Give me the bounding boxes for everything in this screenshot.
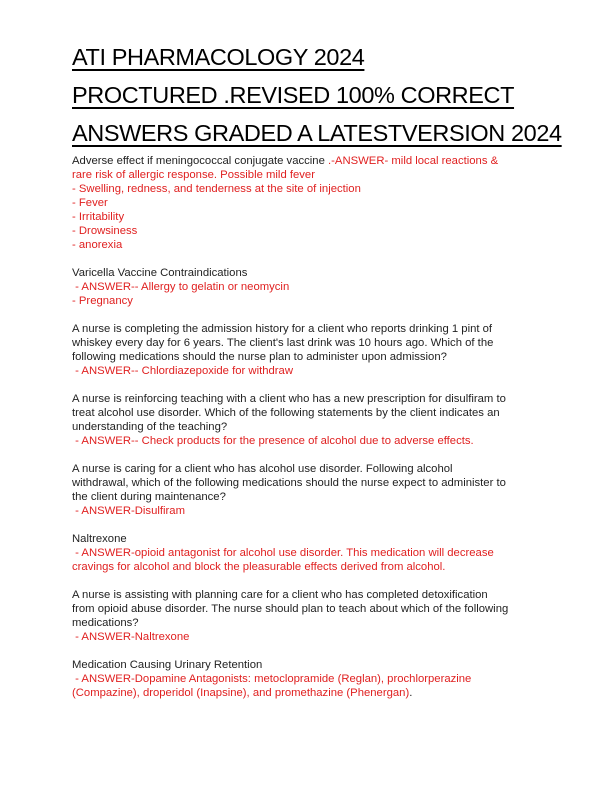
question-text: Adverse effect if meningococcal conjugate vaccine xyxy=(72,155,329,167)
question-line: the client during maintenance? xyxy=(72,491,226,503)
question-text: Varicella Vaccine Contraindications xyxy=(72,267,248,279)
answer-line: - Swelling, redness, and tenderness at the site of injection xyxy=(72,183,361,195)
document-title xyxy=(72,38,562,152)
question-line: following medications should the nurse plan to administer upon admission? xyxy=(72,351,447,363)
answer-line: - ANSWER-- Chlordiazepoxide for withdraw xyxy=(72,365,293,377)
title-line-3: ANSWERS GRADED A LATESTVERSION 2024 xyxy=(72,120,562,146)
answer-line: - ANSWER-Disulfiram xyxy=(72,505,185,517)
answer-line: - Irritability xyxy=(72,211,125,223)
answer-line: - ANSWER-- Check products for the presence of alcohol due to adverse effects. xyxy=(72,435,474,447)
qa-block-naltrexone xyxy=(72,532,542,574)
answer-line: - Fever xyxy=(72,197,108,209)
trailing-period: . xyxy=(409,687,413,699)
question-line: A nurse is reinforcing teaching with a client who has a new prescription for disulfiram to xyxy=(72,393,506,405)
qa-block-disulfiram-teaching xyxy=(72,392,542,448)
document-body xyxy=(72,154,542,714)
answer-text: .-ANSWER- mild local reactions & xyxy=(328,155,499,167)
question-line: A nurse is caring for a client who has alcohol use disorder. Following alcohol xyxy=(72,463,453,475)
question-line: medications? xyxy=(72,617,139,629)
question-line: whiskey every day for 6 years. The client's last drink was 10 hours ago. Which of the xyxy=(72,337,494,349)
answer-line: - Pregnancy xyxy=(72,295,133,307)
question-line: understanding of the teaching? xyxy=(72,421,228,433)
answer-line: - Drowsiness xyxy=(72,225,138,237)
question-line: treat alcohol use disorder. Which of the following statements by the client indicates an xyxy=(72,407,500,419)
question-line: A nurse is completing the admission history for a client who reports drinking 1 pint of xyxy=(72,323,493,335)
question-line: A nurse is assisting with planning care for a client who has completed detoxification xyxy=(72,589,488,601)
answer-line: - ANSWER-- Allergy to gelatin or neomycin xyxy=(72,281,290,293)
qa-block-varicella xyxy=(72,266,542,308)
question-line: from opioid abuse disorder. The nurse should plan to teach about which of the following xyxy=(72,603,509,615)
qa-block-urinary-retention xyxy=(72,658,542,700)
qa-block-maintenance xyxy=(72,462,542,518)
answer-line: - anorexia xyxy=(72,239,123,251)
answer-line: rare risk of allergic response. Possible mild fever xyxy=(72,169,315,181)
title-line-2: PROCTURED .REVISED 100% CORRECT xyxy=(72,82,515,108)
title-line-1: ATI PHARMACOLOGY 2024 xyxy=(72,44,365,70)
question-text: Naltrexone xyxy=(72,533,127,545)
qa-block-opioid-detox xyxy=(72,588,542,644)
answer-line: (Compazine), droperidol (Inapsine), and promethazine (Phenergan) xyxy=(72,687,410,699)
qa-block-chlordiazepoxide xyxy=(72,322,542,378)
answer-line: - ANSWER-opioid antagonist for alcohol use disorder. This medication will decrease xyxy=(72,547,494,559)
question-line: withdrawal, which of the following medications should the nurse expect to administer to xyxy=(72,477,506,489)
answer-line: - ANSWER-Dopamine Antagonists: metoclopramide (Reglan), prochlorperazine xyxy=(72,673,472,685)
answer-line: cravings for alcohol and block the pleasurable effects derived from alcohol. xyxy=(72,561,446,573)
answer-line: - ANSWER-Naltrexone xyxy=(72,631,190,643)
question-text: Medication Causing Urinary Retention xyxy=(72,659,263,671)
qa-block-meningococcal xyxy=(72,154,542,252)
